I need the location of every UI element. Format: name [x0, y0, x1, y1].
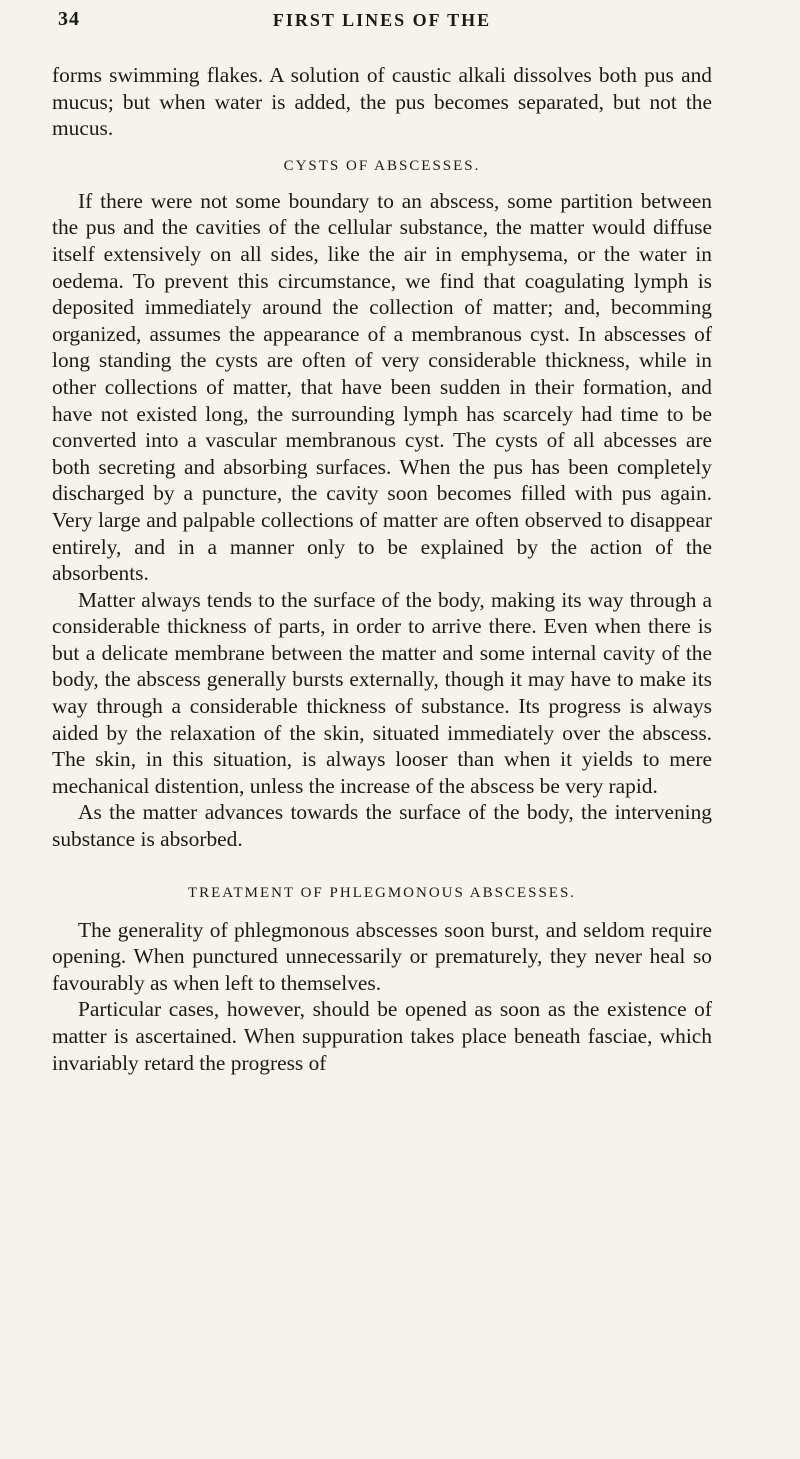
paragraph-cysts: If there were not some boundary to an abscess, some partition between the pus and the cavities of the cellular substance, the matter would diffuse itself extensively on all sides, like the air in emphysema, or the water in oedema. To prevent this circumstance, we find that coagulating lymph is deposited immediately around the collection of matter; and, becomming organized, assumes the appearance of a membranous cyst. In abscesses of long standing the cysts are often of very considerable thickness, while in other collections of matter, that have been sudden in their formation, and have not existed long, the surrounding lymph has scarcely had time to be converted into a vascular membranous cyst. The cysts of all abcesses are both secreting and absorbing surfaces. When the pus has been completely discharged by a puncture, the cavity soon becomes filled with pus again. Very large and palpable collections of matter are often observed to disappear entirely, and in a manner only to be explained by the action of the absorbents.: [52, 188, 712, 586]
paragraph-generality: The generality of phlegmonous abscesses soon burst, and seldom require opening. When punctured unnecessarily or prematurely, they never heal so favourably as when left to themselves.: [52, 917, 712, 995]
section-heading-cysts: CYSTS OF ABSCESSES.: [283, 157, 481, 174]
paragraph-absorption: As the matter advances towards the surface of the body, the intervening substance is absorbed.: [52, 800, 712, 852]
section-heading-treatment: TREATMENT OF PHLEGMONOUS ABSCESSES.: [187, 884, 577, 901]
page-number: 34: [58, 8, 80, 30]
running-title: FIRST LINES OF THE: [272, 10, 492, 30]
paragraph-particular-cases: Particular cases, however, should be opened as soon as the existence of matter is ascertained. When suppuration takes place beneath fasciae, which invariably retard the progress of: [52, 997, 712, 1075]
paragraph-matter-surface: Matter always tends to the surface of the body, making its way through a considerable thickness of parts, in order to arrive there. Even when there is but a delicate membrane between the matter and some internal cavity of the body, the abscess generally bursts externally, though it may have to make its way through a considerable thickness of substance. Its progress is always aided by the relaxation of the skin, situated immediately over the abscess. The skin, in this situation, is always looser than when it yields to mere mechanical distention, unless the increase of the abscess be very rapid.: [52, 587, 712, 798]
running-head: [52, 8, 712, 36]
paragraph-continuation: forms swimming flakes. A solution of caustic alkali dissolves both pus and mucus; but when water is added, the pus becomes separated, but not the mucus.: [52, 63, 712, 141]
body-text: [52, 62, 712, 1076]
